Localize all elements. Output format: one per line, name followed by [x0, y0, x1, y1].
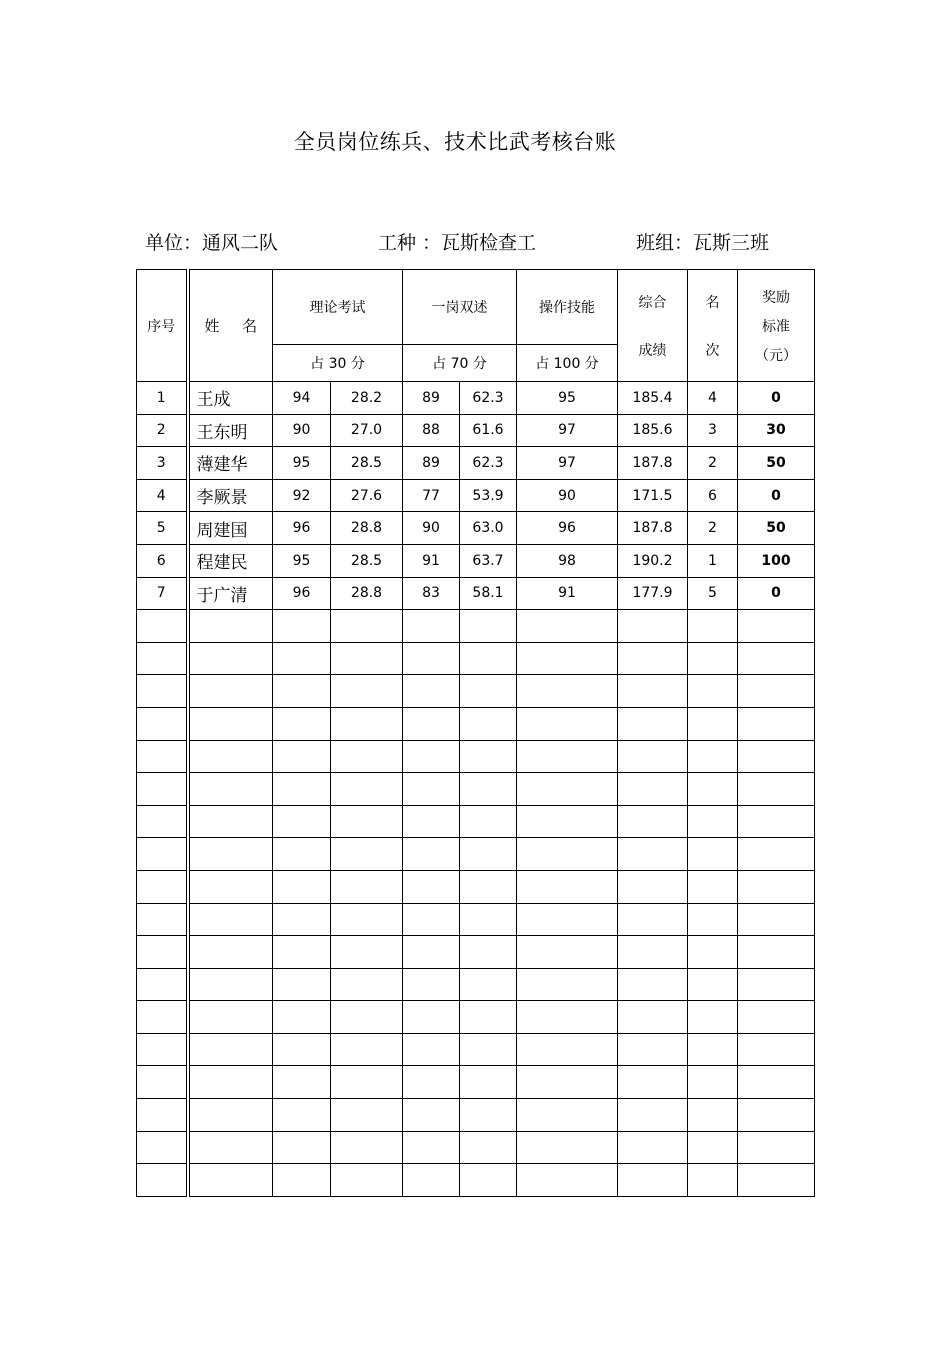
seq-cell: 6 [137, 544, 188, 577]
rank-cell: 3 [688, 414, 738, 447]
empty-cell [273, 838, 331, 871]
theory-raw-cell: 90 [273, 414, 331, 447]
table-row [137, 414, 815, 447]
theory-score-cell: 28.5 [331, 447, 403, 480]
header-dual: 一岗双述 [403, 270, 517, 345]
empty-cell [188, 707, 273, 740]
header-reward [738, 270, 815, 382]
theory-raw-cell: 96 [273, 577, 331, 610]
empty-cell [331, 707, 403, 740]
name-cell: 程建民 [188, 544, 273, 577]
empty-cell [273, 1033, 331, 1066]
empty-cell [618, 610, 688, 643]
empty-cell [688, 1131, 738, 1164]
empty-cell [188, 740, 273, 773]
empty-cell [403, 1131, 460, 1164]
empty-table-row [137, 773, 815, 806]
empty-cell [688, 903, 738, 936]
empty-cell [188, 642, 273, 675]
seq-cell: 1 [137, 382, 188, 415]
empty-cell [517, 675, 618, 708]
empty-cell [273, 1066, 331, 1099]
dual-raw-cell: 83 [403, 577, 460, 610]
empty-cell [188, 838, 273, 871]
empty-cell [618, 903, 688, 936]
name-cell: 李厥景 [188, 479, 273, 512]
rank-cell: 2 [688, 512, 738, 545]
empty-cell [273, 707, 331, 740]
empty-table-row [137, 1001, 815, 1034]
empty-cell [618, 936, 688, 969]
empty-cell [403, 936, 460, 969]
empty-cell [403, 773, 460, 806]
team-label: 班组：瓦斯三班 [636, 232, 770, 254]
total-cell: 185.6 [618, 414, 688, 447]
rank-cell: 5 [688, 577, 738, 610]
empty-table-row [137, 610, 815, 643]
empty-cell [460, 1033, 517, 1066]
reward-cell: 0 [738, 577, 815, 610]
empty-cell [460, 805, 517, 838]
empty-cell [517, 1164, 618, 1197]
empty-cell [517, 1033, 618, 1066]
empty-cell [403, 1099, 460, 1132]
dual-raw-cell: 91 [403, 544, 460, 577]
empty-cell [331, 1164, 403, 1197]
empty-cell [688, 936, 738, 969]
empty-cell [137, 740, 188, 773]
dual-raw-cell: 88 [403, 414, 460, 447]
dual-score-cell: 62.3 [460, 447, 517, 480]
empty-cell [618, 1164, 688, 1197]
rank-cell: 1 [688, 544, 738, 577]
theory-score-cell: 28.2 [331, 382, 403, 415]
empty-cell [738, 740, 815, 773]
empty-cell [188, 1033, 273, 1066]
empty-cell [137, 773, 188, 806]
theory-score-cell: 27.0 [331, 414, 403, 447]
theory-raw-cell: 96 [273, 512, 331, 545]
skill-cell: 91 [517, 577, 618, 610]
empty-cell [137, 1066, 188, 1099]
empty-cell [618, 968, 688, 1001]
empty-cell [517, 1131, 618, 1164]
table-row [137, 544, 815, 577]
skill-cell: 98 [517, 544, 618, 577]
reward-cell: 50 [738, 512, 815, 545]
empty-cell [331, 740, 403, 773]
empty-cell [403, 1033, 460, 1066]
header-reward-line1: 奖励 [762, 289, 790, 306]
rank-cell: 6 [688, 479, 738, 512]
dual-score-cell: 63.0 [460, 512, 517, 545]
empty-cell [273, 675, 331, 708]
empty-cell [331, 610, 403, 643]
empty-cell [331, 936, 403, 969]
assessment-ledger-table [136, 269, 815, 1197]
empty-cell [688, 870, 738, 903]
empty-cell [517, 610, 618, 643]
theory-raw-cell: 95 [273, 447, 331, 480]
empty-table-row [137, 870, 815, 903]
empty-cell [137, 936, 188, 969]
empty-cell [188, 936, 273, 969]
empty-cell [403, 642, 460, 675]
empty-cell [273, 1131, 331, 1164]
header-total-line2: 成绩 [638, 342, 667, 359]
table-row [137, 447, 815, 480]
total-cell: 177.9 [618, 577, 688, 610]
empty-cell [618, 1099, 688, 1132]
seq-cell: 4 [137, 479, 188, 512]
empty-cell [460, 903, 517, 936]
empty-cell [273, 968, 331, 1001]
header-reward-line2: 标准 [762, 318, 790, 335]
dual-raw-cell: 89 [403, 447, 460, 480]
empty-cell [331, 1001, 403, 1034]
seq-cell: 2 [137, 414, 188, 447]
theory-raw-cell: 95 [273, 544, 331, 577]
page-title: 全员岗位练兵、技术比武考核台账 [293, 130, 617, 154]
empty-cell [331, 675, 403, 708]
header-seq: 序号 [137, 270, 188, 382]
empty-table-row [137, 1033, 815, 1066]
empty-cell [331, 1033, 403, 1066]
header-theory-weight: 占 30 分 [273, 345, 403, 382]
empty-cell [460, 642, 517, 675]
empty-table-row [137, 838, 815, 871]
empty-cell [403, 968, 460, 1001]
theory-score-cell: 28.8 [331, 577, 403, 610]
empty-cell [738, 1131, 815, 1164]
dual-raw-cell: 89 [403, 382, 460, 415]
empty-cell [618, 740, 688, 773]
name-cell: 薄建华 [188, 447, 273, 480]
empty-cell [517, 936, 618, 969]
empty-cell [403, 740, 460, 773]
header-rank [688, 270, 738, 382]
empty-cell [188, 1066, 273, 1099]
empty-table-row [137, 805, 815, 838]
empty-cell [738, 675, 815, 708]
theory-score-cell: 28.5 [331, 544, 403, 577]
theory-score-cell: 28.8 [331, 512, 403, 545]
empty-table-row [137, 1131, 815, 1164]
total-cell: 187.8 [618, 447, 688, 480]
empty-cell [618, 870, 688, 903]
empty-cell [273, 773, 331, 806]
unit-label: 单位：通风二队 [145, 232, 279, 254]
empty-cell [517, 1001, 618, 1034]
empty-cell [188, 675, 273, 708]
dual-raw-cell: 90 [403, 512, 460, 545]
empty-cell [137, 675, 188, 708]
header-dual-weight: 占 70 分 [403, 345, 517, 382]
empty-cell [460, 870, 517, 903]
empty-cell [188, 1099, 273, 1132]
empty-cell [403, 870, 460, 903]
header-skill: 操作技能 [517, 270, 618, 345]
empty-cell [618, 707, 688, 740]
empty-cell [403, 838, 460, 871]
skill-cell: 97 [517, 447, 618, 480]
rank-cell: 2 [688, 447, 738, 480]
dual-score-cell: 53.9 [460, 479, 517, 512]
empty-cell [738, 838, 815, 871]
empty-cell [738, 936, 815, 969]
empty-cell [618, 773, 688, 806]
empty-cell [688, 968, 738, 1001]
empty-cell [331, 805, 403, 838]
empty-cell [688, 707, 738, 740]
header-theory: 理论考试 [273, 270, 403, 345]
empty-cell [517, 838, 618, 871]
table-row [137, 479, 815, 512]
empty-cell [460, 1099, 517, 1132]
empty-cell [331, 1066, 403, 1099]
empty-cell [460, 838, 517, 871]
empty-cell [137, 838, 188, 871]
empty-cell [738, 642, 815, 675]
header-row-1 [137, 270, 815, 345]
empty-cell [688, 805, 738, 838]
dual-score-cell: 58.1 [460, 577, 517, 610]
empty-cell [738, 707, 815, 740]
empty-table-row [137, 642, 815, 675]
seq-cell: 5 [137, 512, 188, 545]
empty-cell [331, 838, 403, 871]
empty-cell [688, 1066, 738, 1099]
empty-cell [738, 968, 815, 1001]
empty-cell [137, 1099, 188, 1132]
empty-cell [331, 642, 403, 675]
skill-cell: 97 [517, 414, 618, 447]
empty-cell [273, 936, 331, 969]
empty-cell [137, 903, 188, 936]
empty-cell [137, 805, 188, 838]
empty-cell [517, 1099, 618, 1132]
empty-cell [688, 610, 738, 643]
empty-cell [403, 610, 460, 643]
reward-cell: 30 [738, 414, 815, 447]
empty-table-row [137, 675, 815, 708]
table-row [137, 512, 815, 545]
empty-cell [188, 968, 273, 1001]
empty-cell [331, 1099, 403, 1132]
total-cell: 187.8 [618, 512, 688, 545]
empty-table-row [137, 1066, 815, 1099]
seq-cell: 7 [137, 577, 188, 610]
empty-cell [403, 1001, 460, 1034]
empty-cell [273, 1164, 331, 1197]
dual-raw-cell: 77 [403, 479, 460, 512]
dual-score-cell: 62.3 [460, 382, 517, 415]
table-row [137, 577, 815, 610]
empty-cell [738, 870, 815, 903]
empty-cell [688, 773, 738, 806]
empty-cell [460, 740, 517, 773]
empty-cell [331, 968, 403, 1001]
empty-cell [403, 675, 460, 708]
header-reward-line3: （元） [755, 347, 797, 364]
header-total [618, 270, 688, 382]
empty-cell [273, 642, 331, 675]
empty-cell [738, 903, 815, 936]
empty-table-row [137, 707, 815, 740]
empty-cell [738, 1066, 815, 1099]
empty-cell [188, 1001, 273, 1034]
empty-cell [517, 968, 618, 1001]
skill-cell: 90 [517, 479, 618, 512]
empty-cell [517, 707, 618, 740]
empty-cell [403, 1066, 460, 1099]
empty-cell [403, 903, 460, 936]
empty-cell [460, 1164, 517, 1197]
empty-cell [460, 1131, 517, 1164]
empty-cell [137, 1033, 188, 1066]
empty-cell [738, 610, 815, 643]
empty-cell [618, 1001, 688, 1034]
empty-cell [517, 642, 618, 675]
empty-cell [688, 1001, 738, 1034]
empty-cell [188, 773, 273, 806]
empty-cell [738, 805, 815, 838]
empty-cell [403, 1164, 460, 1197]
total-cell: 190.2 [618, 544, 688, 577]
empty-cell [738, 773, 815, 806]
empty-table-row [137, 1099, 815, 1132]
rank-cell: 4 [688, 382, 738, 415]
empty-cell [738, 1164, 815, 1197]
trade-label: 工种 ：瓦斯检查工 [378, 232, 537, 254]
empty-cell [688, 675, 738, 708]
skill-cell: 96 [517, 512, 618, 545]
empty-cell [188, 610, 273, 643]
name-cell: 王成 [188, 382, 273, 415]
theory-score-cell: 27.6 [331, 479, 403, 512]
empty-cell [460, 1001, 517, 1034]
empty-table-row [137, 936, 815, 969]
empty-cell [273, 1099, 331, 1132]
reward-cell: 50 [738, 447, 815, 480]
reward-cell: 0 [738, 479, 815, 512]
empty-cell [460, 968, 517, 1001]
header-rank-line2: 次 [705, 342, 720, 359]
empty-cell [403, 805, 460, 838]
empty-cell [331, 773, 403, 806]
name-cell: 王东明 [188, 414, 273, 447]
empty-cell [688, 1099, 738, 1132]
empty-cell [137, 1164, 188, 1197]
empty-cell [688, 740, 738, 773]
empty-cell [137, 707, 188, 740]
name-cell: 于广清 [188, 577, 273, 610]
empty-cell [331, 870, 403, 903]
empty-cell [618, 1131, 688, 1164]
empty-cell [137, 1001, 188, 1034]
empty-cell [460, 936, 517, 969]
theory-raw-cell: 94 [273, 382, 331, 415]
empty-cell [273, 870, 331, 903]
empty-cell [460, 773, 517, 806]
empty-cell [688, 838, 738, 871]
empty-cell [618, 805, 688, 838]
empty-cell [273, 805, 331, 838]
empty-cell [273, 903, 331, 936]
empty-cell [273, 1001, 331, 1034]
empty-cell [517, 903, 618, 936]
empty-table-row [137, 740, 815, 773]
dual-score-cell: 61.6 [460, 414, 517, 447]
total-cell: 171.5 [618, 479, 688, 512]
seq-cell: 3 [137, 447, 188, 480]
name-cell: 周建国 [188, 512, 273, 545]
reward-cell: 100 [738, 544, 815, 577]
empty-cell [137, 642, 188, 675]
empty-cell [137, 870, 188, 903]
empty-cell [618, 838, 688, 871]
skill-cell: 95 [517, 382, 618, 415]
header-rank-line1: 名 [705, 294, 720, 311]
empty-table-row [137, 968, 815, 1001]
empty-cell [188, 1131, 273, 1164]
empty-table-row [137, 903, 815, 936]
dual-score-cell: 63.7 [460, 544, 517, 577]
empty-cell [688, 1033, 738, 1066]
empty-cell [331, 1131, 403, 1164]
empty-cell [738, 1033, 815, 1066]
empty-cell [460, 610, 517, 643]
empty-table-row [137, 1164, 815, 1197]
empty-cell [273, 610, 331, 643]
header-total-line1: 综合 [638, 294, 667, 311]
empty-cell [460, 707, 517, 740]
header-skill-weight: 占 100 分 [517, 345, 618, 382]
empty-cell [618, 642, 688, 675]
empty-cell [517, 870, 618, 903]
empty-cell [137, 1131, 188, 1164]
empty-cell [688, 1164, 738, 1197]
empty-cell [618, 675, 688, 708]
empty-cell [188, 903, 273, 936]
empty-cell [517, 773, 618, 806]
empty-cell [188, 805, 273, 838]
empty-cell [618, 1033, 688, 1066]
empty-cell [331, 903, 403, 936]
empty-cell [273, 740, 331, 773]
empty-cell [618, 1066, 688, 1099]
empty-cell [188, 1164, 273, 1197]
empty-cell [137, 610, 188, 643]
theory-raw-cell: 92 [273, 479, 331, 512]
empty-cell [403, 707, 460, 740]
empty-cell [188, 870, 273, 903]
empty-cell [137, 968, 188, 1001]
empty-cell [460, 1066, 517, 1099]
empty-cell [517, 1066, 618, 1099]
empty-cell [738, 1099, 815, 1132]
empty-cell [460, 675, 517, 708]
empty-cell [517, 805, 618, 838]
empty-cell [738, 1001, 815, 1034]
header-name: 姓 名 [188, 270, 273, 382]
empty-cell [688, 642, 738, 675]
table-row [137, 382, 815, 415]
reward-cell: 0 [738, 382, 815, 415]
total-cell: 185.4 [618, 382, 688, 415]
empty-cell [517, 740, 618, 773]
